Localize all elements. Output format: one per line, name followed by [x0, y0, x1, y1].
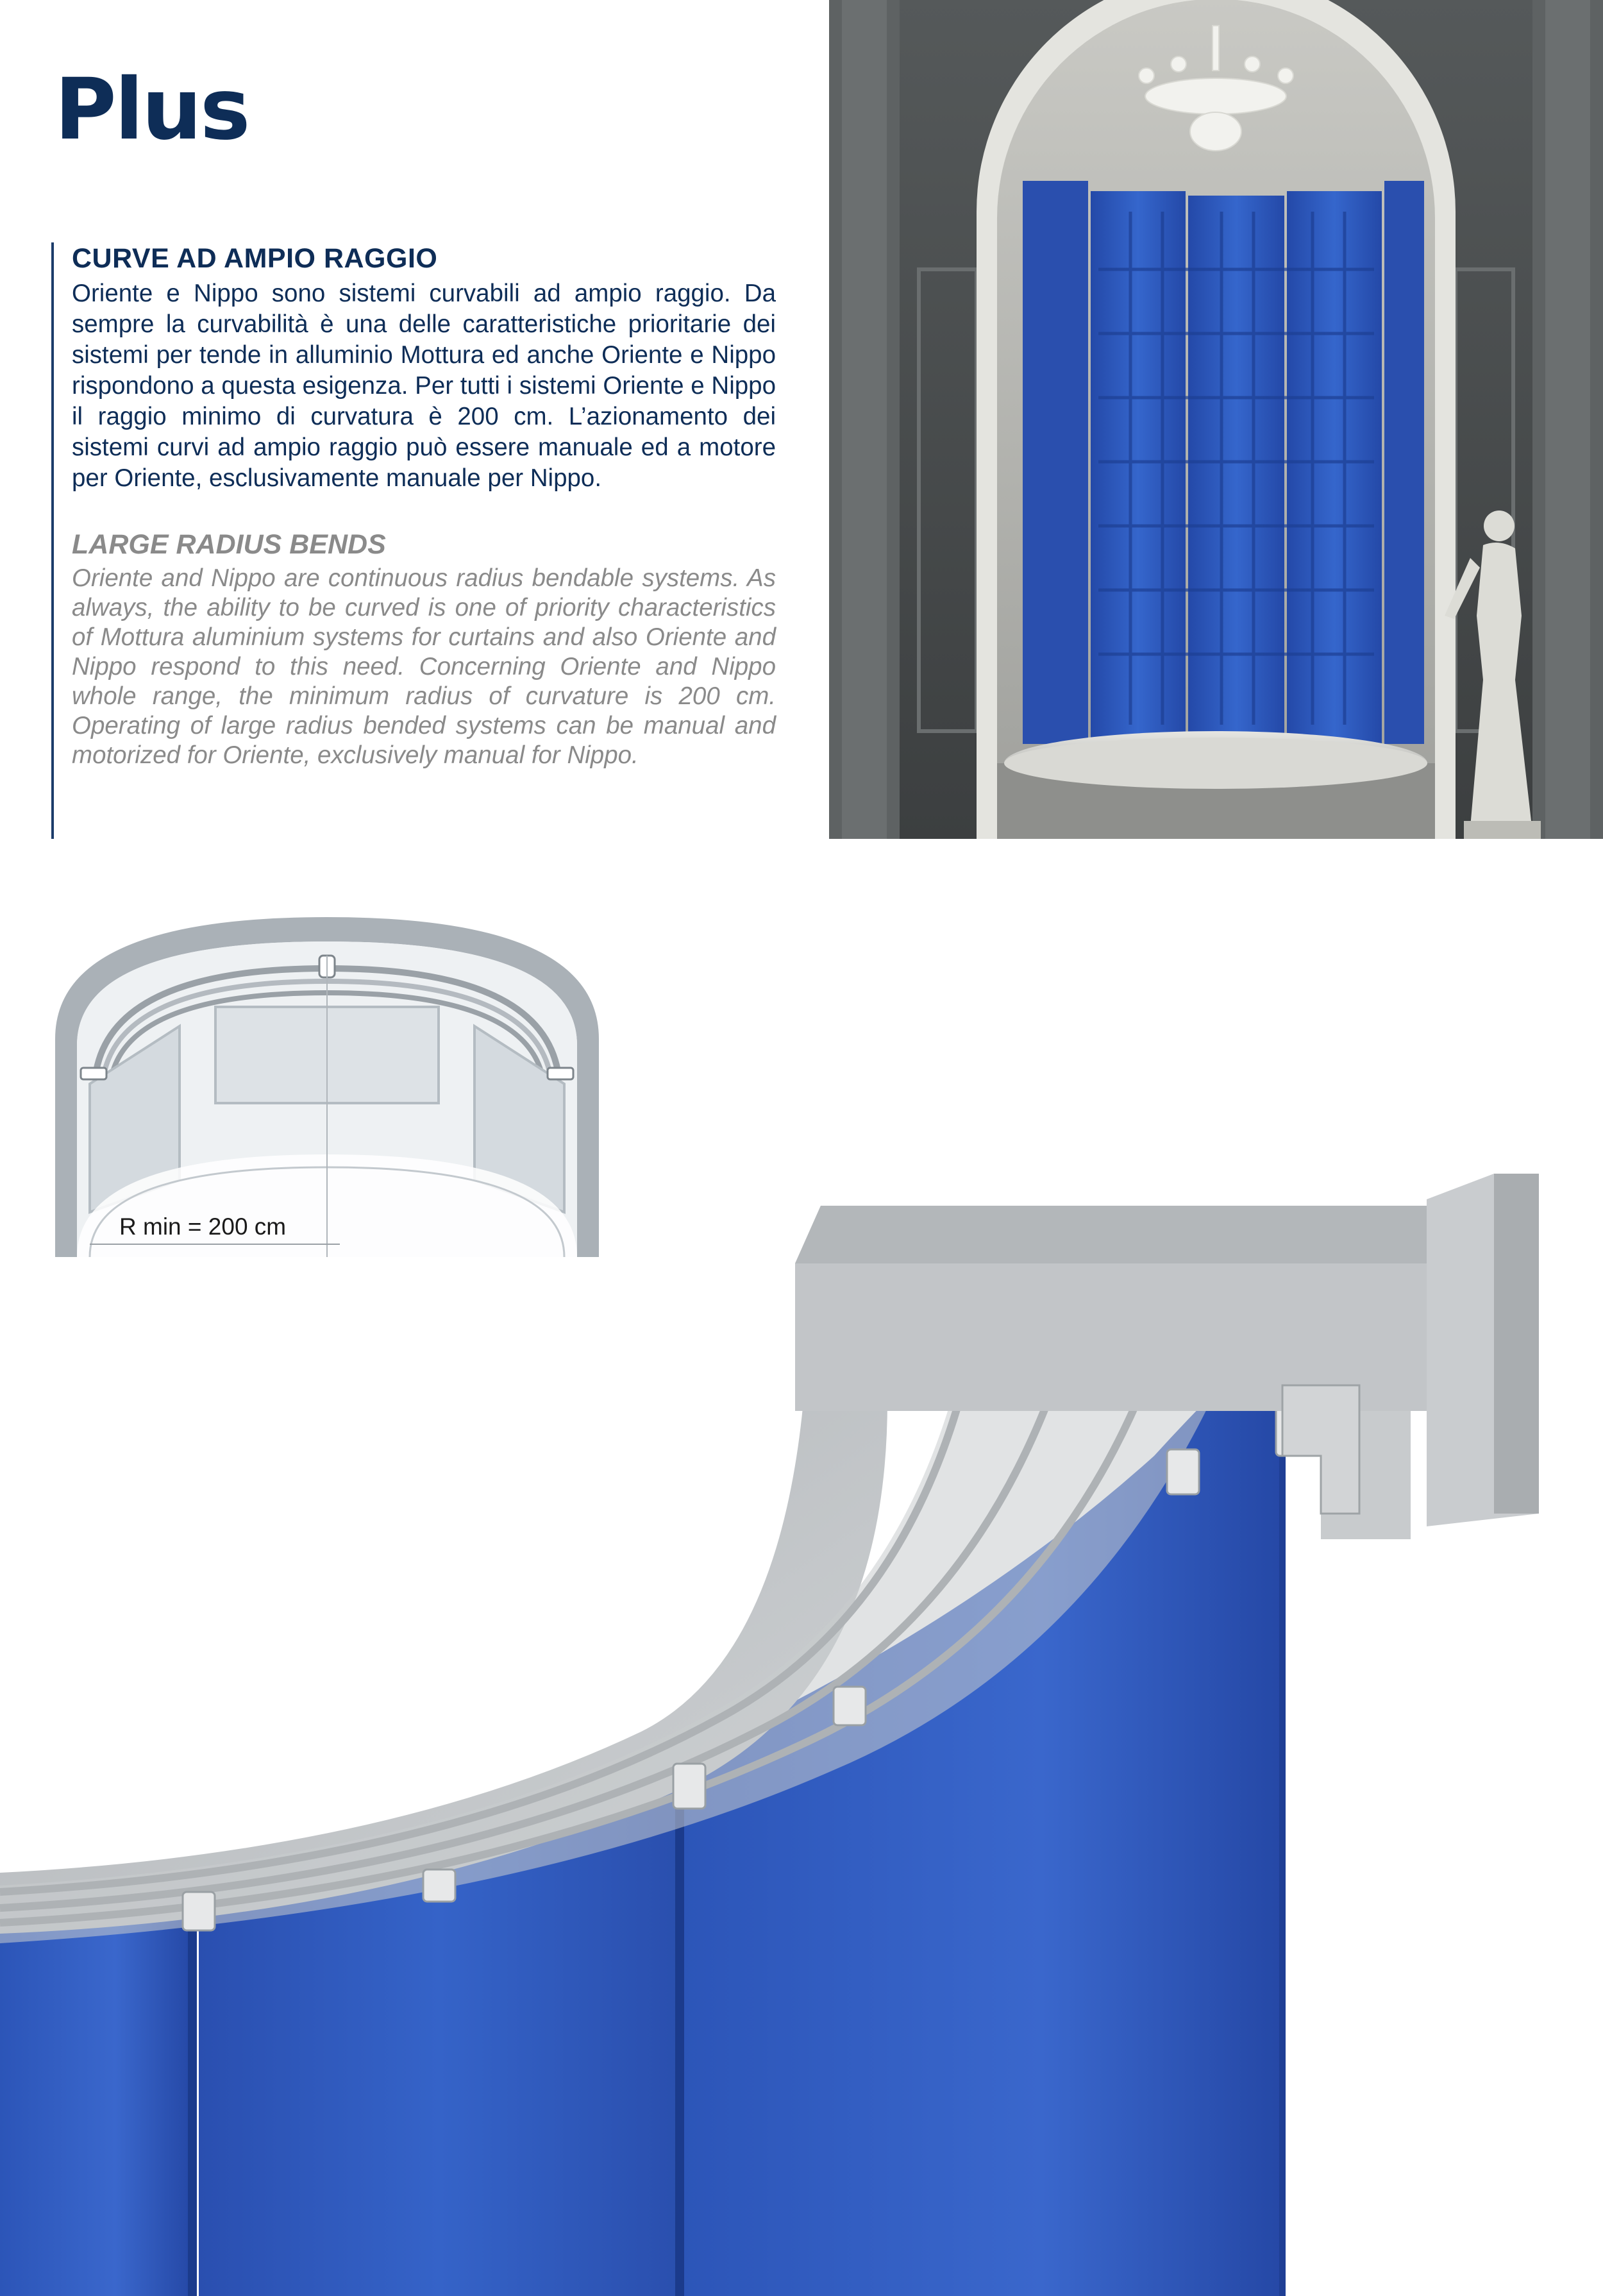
page-title: Plus	[55, 60, 249, 159]
product-rail-photo	[0, 1154, 1603, 2296]
english-body: Oriente and Nippo are continuous radius bendable systems. As always, the ability to be curved is one of priority characteristics of Mottura aluminium systems for curtains and also Oriente and Nippo respond to this need. Concerning Oriente and Nippo whole range, the minimum radius of curvature is 200 cm. Operating of large radius bended systems can be manual and motorized for Oriente, exclusively manual for Nippo.	[72, 564, 776, 770]
interior-photo	[829, 0, 1603, 839]
italian-heading: CURVE AD AMPIO RAGGIO	[72, 243, 438, 274]
english-heading: LARGE RADIUS BENDS	[72, 528, 386, 560]
dimension-label: R min = 200 cm	[119, 1213, 287, 1240]
italian-body: Oriente e Nippo sono sistemi curvabili ad ampio raggio. Da sempre la curvabilità è una delle caratteristiche prioritarie dei sistemi per tende in alluminio Mottura ed anche Oriente e Nippo rispondono a questa esigenza. Per tutti i sistemi Oriente e Nippo il raggio minimo di curvatura è 200 cm. L’azionamento dei sistemi curvi ad ampio raggio può essere manuale ed a motore per Oriente, esclusivamente manuale per Nippo.	[72, 279, 776, 492]
text-column	[51, 242, 776, 839]
